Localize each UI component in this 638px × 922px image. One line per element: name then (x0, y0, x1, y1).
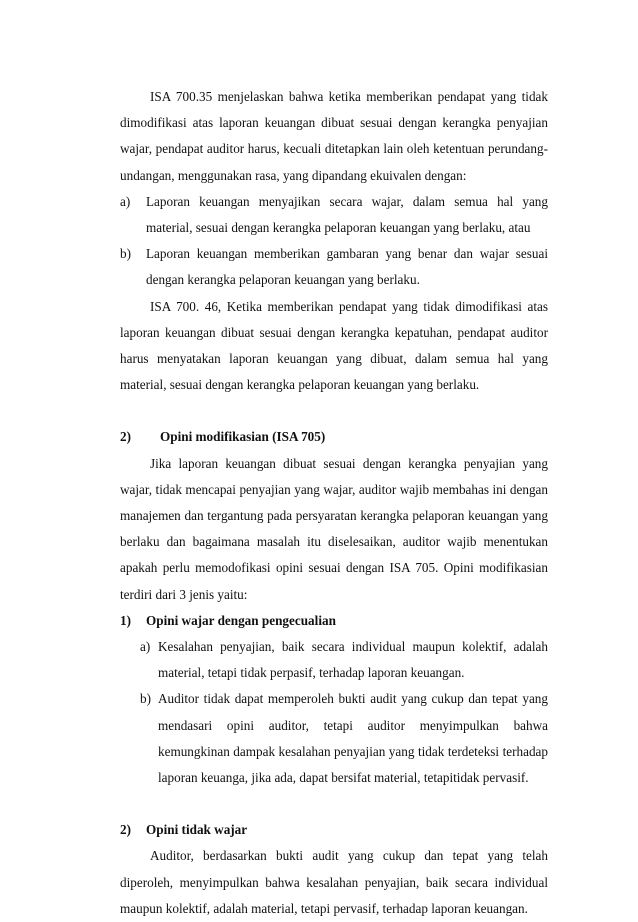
paragraph-isa-700-46: ISA 700. 46, Ketika memberikan pendapat yang tidak dimodifikasi atas laporan keuangan dibuat sesuai dengan kerangka kepatuhan, pendapat auditor harus menyatakan laporan keuangan yang dibuat, dalam semua hal yang material, sesuai dengan kerangka pelaporan keuangan yang berlaku. (120, 298, 548, 393)
spacer (120, 398, 548, 424)
section-title: Opini modifikasian (ISA 705) (160, 429, 326, 445)
subsection-number: 1) (120, 612, 131, 628)
subsection-number: 2) (120, 822, 131, 838)
list-item-text: Laporan keuangan memberikan gambaran yang benar dan wajar sesuai dengan kerangka pelaporan keuangan yang berlaku. (146, 246, 548, 288)
subsection-title: Opini wajar dengan pengecualian (146, 612, 336, 628)
list-marker: b) (140, 691, 151, 707)
list-item-a (120, 189, 548, 241)
spacer (120, 791, 548, 817)
paragraph-opini-modifikasian: Jika laporan keuangan dibuat sesuai dengan kerangka penyajian yang wajar, tidak mencapai penyajian yang wajar, auditor wajib membahas ini dengan manajemen dan tergantung pada persyaratan kerangka pelaporan keuangan yang berlaku dan bagaimana masalah itu diselesaikan, auditor wajib menentukan apakah perlu memodofikasi opini sesuai dengan ISA 705. Opini modifikasian terdiri dari 3 jenis yaitu: (120, 455, 548, 602)
subsection-heading-wajar-pengecualian (120, 608, 548, 634)
sub-list-item-b (120, 686, 548, 791)
section-heading-opini-modifikasian (120, 424, 548, 450)
document-body (120, 84, 548, 922)
subsection-title: Opini tidak wajar (146, 822, 248, 838)
paragraph-isa-700-35: ISA 700.35 menjelaskan bahwa ketika memberikan pendapat yang tidak dimodifikasi atas laporan keuangan dibuat sesuai dengan kerangka penyajian wajar, pendapat auditor harus, kecuali ditetapkan lain oleh ketentuan perundang-undangan, menggunakan rasa, yang dipandang ekuivalen dengan: (120, 89, 548, 183)
subsection-heading-tidak-wajar (120, 817, 548, 843)
list-marker: a) (140, 639, 151, 655)
paragraph-opini-tidak-wajar: Auditor, berdasarkan bukti audit yang cukup dan tepat yang telah diperoleh, menyimpulkan bahwa kesalahan penyajian, baik secara individual maupun kolektif, adalah material, tetapi pervasif, terhadap laporan keuangan. (120, 848, 548, 916)
list-item-text: Kesalahan penyajian, baik secara individual maupun kolektif, adalah material, tetapi tidak perpasif, terhadap laporan keuangan. (158, 639, 548, 681)
list-item-b (120, 241, 548, 293)
sub-list-item-a (120, 634, 548, 686)
list-marker: a) (120, 193, 131, 209)
section-number: 2) (120, 429, 131, 445)
list-item-text: Laporan keuangan menyajikan secara wajar, dalam semua hal yang material, sesuai dengan kerangka pelaporan keuangan yang berlaku, atau (146, 193, 548, 236)
list-item-text: Auditor tidak dapat memperoleh bukti audit yang cukup dan tepat yang mendasari opini auditor, tetapi auditor menyimpulkan bahwa kemungkinan dampak kesalahan penyajian yang tidak terdeteksi terhadap laporan keuanga, jika ada, dapat bersifat material, tetapitidak pervasif. (158, 691, 548, 786)
list-marker: b) (120, 246, 131, 262)
